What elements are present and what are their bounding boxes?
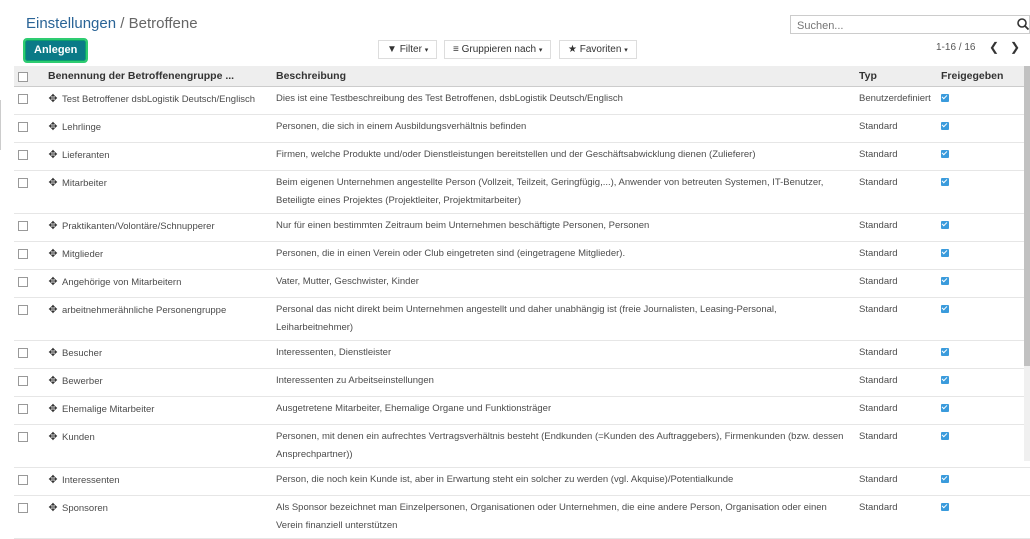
pager-previous-icon[interactable]: ❮ bbox=[989, 40, 1000, 54]
favorites-button[interactable] bbox=[559, 40, 637, 59]
checked-checkbox-icon[interactable] bbox=[941, 404, 949, 412]
row-name-cell bbox=[44, 496, 272, 539]
checked-checkbox-icon[interactable] bbox=[941, 376, 949, 384]
row-description: Als Sponsor bezeichnet man Einzelpersonen, Organisationen oder Unternehmen, die eine andere Person, Organisation oder einen Verein finanziell unterstützen bbox=[272, 496, 855, 539]
checked-checkbox-icon[interactable] bbox=[941, 348, 949, 356]
records-table bbox=[14, 66, 1030, 539]
column-header-description[interactable]: Beschreibung bbox=[272, 66, 855, 87]
checked-checkbox-icon[interactable] bbox=[941, 150, 949, 158]
table-row[interactable] bbox=[14, 115, 1030, 143]
row-description: Personen, die sich in einem Ausbildungsverhältnis befinden bbox=[272, 115, 855, 143]
drag-handle-icon[interactable]: ✥ bbox=[48, 177, 58, 189]
row-name-cell bbox=[44, 242, 272, 270]
row-name-cell bbox=[44, 397, 272, 425]
table-row[interactable] bbox=[14, 468, 1030, 496]
table-row[interactable] bbox=[14, 397, 1030, 425]
row-checkbox[interactable] bbox=[14, 496, 44, 539]
row-name: Bewerber bbox=[62, 376, 103, 387]
caret-down-icon: ▾ bbox=[624, 47, 628, 54]
group-by-button[interactable] bbox=[444, 40, 551, 59]
row-released-cell bbox=[937, 214, 1030, 242]
row-type: Standard bbox=[855, 270, 937, 298]
select-all-checkbox[interactable] bbox=[14, 66, 44, 87]
table-row[interactable] bbox=[14, 87, 1030, 115]
row-name: arbeitnehmerähnliche Personengruppe bbox=[62, 305, 227, 316]
row-released-cell bbox=[937, 87, 1030, 115]
table-row[interactable] bbox=[14, 242, 1030, 270]
search-box bbox=[790, 15, 1030, 34]
create-button[interactable]: Anlegen bbox=[25, 40, 86, 61]
row-released-cell bbox=[937, 397, 1030, 425]
row-released-cell bbox=[937, 298, 1030, 341]
scrollbar-thumb[interactable] bbox=[1024, 66, 1030, 366]
row-name: Kunden bbox=[62, 432, 95, 443]
row-released-cell bbox=[937, 341, 1030, 369]
row-description: Personal das nicht direkt beim Unternehmen angestellt und daher unabhängig ist (freie Journalisten, Leasing-Personal, Leiharbeitnehmer) bbox=[272, 298, 855, 341]
table-row[interactable] bbox=[14, 171, 1030, 214]
row-name-cell bbox=[44, 468, 272, 496]
row-released-cell bbox=[937, 242, 1030, 270]
row-released-cell bbox=[937, 143, 1030, 171]
row-description: Firmen, welche Produkte und/oder Dienstleistungen bereitstellen und der Geschäftsabwicklung dienen (Zulieferer) bbox=[272, 143, 855, 171]
row-name-cell bbox=[44, 171, 272, 214]
checked-checkbox-icon[interactable] bbox=[941, 122, 949, 130]
drag-handle-icon[interactable]: ✥ bbox=[48, 431, 58, 443]
row-name: Angehörige von Mitarbeitern bbox=[62, 277, 182, 288]
table-row[interactable] bbox=[14, 425, 1030, 468]
table-row[interactable] bbox=[14, 369, 1030, 397]
caret-down-icon: ▾ bbox=[424, 47, 429, 54]
row-type: Standard bbox=[855, 214, 937, 242]
table-row[interactable] bbox=[14, 270, 1030, 298]
row-description: Beim eigenen Unternehmen angestellte Person (Vollzeit, Teilzeit, Geringfügig,...), Anwender von betreuten Systemen, IT-Benutzer, Beteiligte eines Projektes (Projektleiter, Projektmitarbeiter) bbox=[272, 171, 855, 214]
drag-handle-icon[interactable]: ✥ bbox=[48, 347, 58, 359]
column-header-released[interactable]: Freigegeben bbox=[937, 66, 1030, 87]
row-name-cell bbox=[44, 369, 272, 397]
drag-handle-icon[interactable]: ✥ bbox=[48, 220, 58, 232]
breadcrumb bbox=[26, 15, 198, 32]
pager-next-icon[interactable]: ❯ bbox=[1010, 40, 1021, 54]
table-row[interactable] bbox=[14, 496, 1030, 539]
pager-value[interactable]: 1-16 / 16 bbox=[936, 42, 976, 53]
table-row[interactable] bbox=[14, 341, 1030, 369]
row-name: Mitglieder bbox=[62, 249, 104, 260]
left-edge-marks bbox=[0, 100, 3, 150]
checked-checkbox-icon[interactable] bbox=[941, 178, 949, 186]
drag-handle-icon[interactable]: ✥ bbox=[48, 248, 58, 260]
row-name-cell bbox=[44, 341, 272, 369]
row-name-cell bbox=[44, 143, 272, 171]
row-checkbox[interactable] bbox=[14, 214, 44, 242]
search-icon[interactable] bbox=[1016, 17, 1030, 36]
row-description: Interessenten zu Arbeitseinstellungen bbox=[272, 369, 855, 397]
row-checkbox[interactable] bbox=[14, 341, 44, 369]
table-row[interactable] bbox=[14, 214, 1030, 242]
row-type: Standard bbox=[855, 425, 937, 468]
breadcrumb-parent-link[interactable]: Einstellungen bbox=[26, 15, 117, 32]
drag-handle-icon[interactable]: ✥ bbox=[48, 304, 58, 316]
row-checkbox[interactable] bbox=[14, 468, 44, 496]
row-checkbox[interactable] bbox=[14, 143, 44, 171]
row-type: Standard bbox=[855, 298, 937, 341]
list-icon: ≡ bbox=[453, 44, 459, 55]
checked-checkbox-icon[interactable] bbox=[941, 305, 949, 313]
breadcrumb-separator: / bbox=[116, 15, 129, 32]
drag-handle-icon[interactable]: ✥ bbox=[48, 375, 58, 387]
table-row[interactable] bbox=[14, 143, 1030, 171]
row-name: Mitarbeiter bbox=[62, 178, 107, 189]
drag-handle-icon[interactable]: ✥ bbox=[48, 93, 58, 105]
checked-checkbox-icon[interactable] bbox=[941, 94, 949, 102]
row-checkbox[interactable] bbox=[14, 270, 44, 298]
caret-down-icon: ▾ bbox=[538, 47, 543, 54]
row-checkbox[interactable] bbox=[14, 397, 44, 425]
row-description: Vater, Mutter, Geschwister, Kinder bbox=[272, 270, 855, 298]
row-released-cell bbox=[937, 369, 1030, 397]
row-name: Test Betroffener dsbLogistik Deutsch/Englisch bbox=[62, 94, 256, 105]
row-description: Person, die noch kein Kunde ist, aber in Erwartung steht ein solcher zu werden (vgl. Akquise)/Potentialkunde bbox=[272, 468, 855, 496]
row-description: Nur für einen bestimmten Zeitraum beim Unternehmen beschäftigte Personen, Personen bbox=[272, 214, 855, 242]
row-checkbox[interactable] bbox=[14, 425, 44, 468]
row-name: Ehemalige Mitarbeiter bbox=[62, 404, 155, 415]
checked-checkbox-icon[interactable] bbox=[941, 432, 949, 440]
row-released-cell bbox=[937, 468, 1030, 496]
star-icon: ★ bbox=[568, 44, 577, 55]
column-header-name[interactable]: Benennung der Betroffenengruppe ... bbox=[44, 66, 272, 87]
row-checkbox[interactable] bbox=[14, 369, 44, 397]
row-type: Standard bbox=[855, 143, 937, 171]
table-row[interactable] bbox=[14, 298, 1030, 341]
row-type: Standard bbox=[855, 242, 937, 270]
row-name-cell bbox=[44, 298, 272, 341]
row-description: Ausgetretene Mitarbeiter, Ehemalige Organe und Funktionsträger bbox=[272, 397, 855, 425]
row-name-cell bbox=[44, 214, 272, 242]
row-checkbox[interactable] bbox=[14, 87, 44, 115]
breadcrumb-current: Betroffene bbox=[128, 15, 198, 32]
checked-checkbox-icon[interactable] bbox=[941, 503, 949, 511]
drag-handle-icon[interactable]: ✥ bbox=[48, 403, 58, 415]
row-released-cell bbox=[937, 115, 1030, 143]
table-body bbox=[14, 87, 1030, 539]
row-name: Interessenten bbox=[62, 475, 120, 486]
row-checkbox[interactable] bbox=[14, 171, 44, 214]
drag-handle-icon[interactable]: ✥ bbox=[48, 149, 58, 161]
row-description: Interessenten, Dienstleister bbox=[272, 341, 855, 369]
control-panel bbox=[14, 0, 1030, 66]
row-name: Besucher bbox=[62, 348, 103, 359]
row-name-cell bbox=[44, 425, 272, 468]
row-name: Praktikanten/Volontäre/Schnupperer bbox=[62, 221, 215, 232]
row-description: Personen, die in einen Verein oder Club eingetreten sind (eingetragene Mitglieder). bbox=[272, 242, 855, 270]
row-released-cell bbox=[937, 496, 1030, 539]
row-type: Standard bbox=[855, 369, 937, 397]
row-type: Standard bbox=[855, 171, 937, 214]
row-description: Dies ist eine Testbeschreibung des Test Betroffenen, dsbLogistik Deutsch/Englisch bbox=[272, 87, 855, 115]
checked-checkbox-icon[interactable] bbox=[941, 221, 949, 229]
row-description: Personen, mit denen ein aufrechtes Vertragsverhältnis besteht (Endkunden (=Kunden des Auftraggebers), Firmenkunden (bzw. dessen Ansprechpartner)) bbox=[272, 425, 855, 468]
row-checkbox[interactable] bbox=[14, 298, 44, 341]
filter-button[interactable] bbox=[378, 40, 437, 59]
drag-handle-icon[interactable]: ✥ bbox=[48, 121, 58, 133]
row-name-cell bbox=[44, 115, 272, 143]
search-input[interactable] bbox=[791, 18, 1003, 35]
row-released-cell bbox=[937, 171, 1030, 214]
group-by-label: Gruppieren nach bbox=[461, 44, 537, 55]
drag-handle-icon[interactable]: ✥ bbox=[48, 502, 58, 514]
checked-checkbox-icon[interactable] bbox=[941, 249, 949, 257]
filter-icon: ▼ bbox=[387, 44, 397, 55]
filter-label: Filter bbox=[399, 44, 422, 55]
row-type: Standard bbox=[855, 468, 937, 496]
row-type: Standard bbox=[855, 397, 937, 425]
row-released-cell bbox=[937, 425, 1030, 468]
row-type: Standard bbox=[855, 341, 937, 369]
row-name: Lieferanten bbox=[62, 150, 110, 161]
favorites-label: Favoriten bbox=[579, 44, 622, 55]
checked-checkbox-icon[interactable] bbox=[941, 277, 949, 285]
column-header-type[interactable]: Typ bbox=[855, 66, 937, 87]
row-type: Standard bbox=[855, 115, 937, 143]
row-name: Sponsoren bbox=[62, 503, 108, 514]
checked-checkbox-icon[interactable] bbox=[941, 475, 949, 483]
row-type: Benutzerdefiniert bbox=[855, 87, 937, 115]
row-checkbox[interactable] bbox=[14, 242, 44, 270]
drag-handle-icon[interactable]: ✥ bbox=[48, 276, 58, 288]
row-name-cell bbox=[44, 87, 272, 115]
row-checkbox[interactable] bbox=[14, 115, 44, 143]
row-type: Standard bbox=[855, 496, 937, 539]
row-name: Lehrlinge bbox=[62, 122, 102, 133]
row-released-cell bbox=[937, 270, 1030, 298]
drag-handle-icon[interactable]: ✥ bbox=[48, 474, 58, 486]
row-name-cell bbox=[44, 270, 272, 298]
table-header-row bbox=[14, 66, 1030, 87]
